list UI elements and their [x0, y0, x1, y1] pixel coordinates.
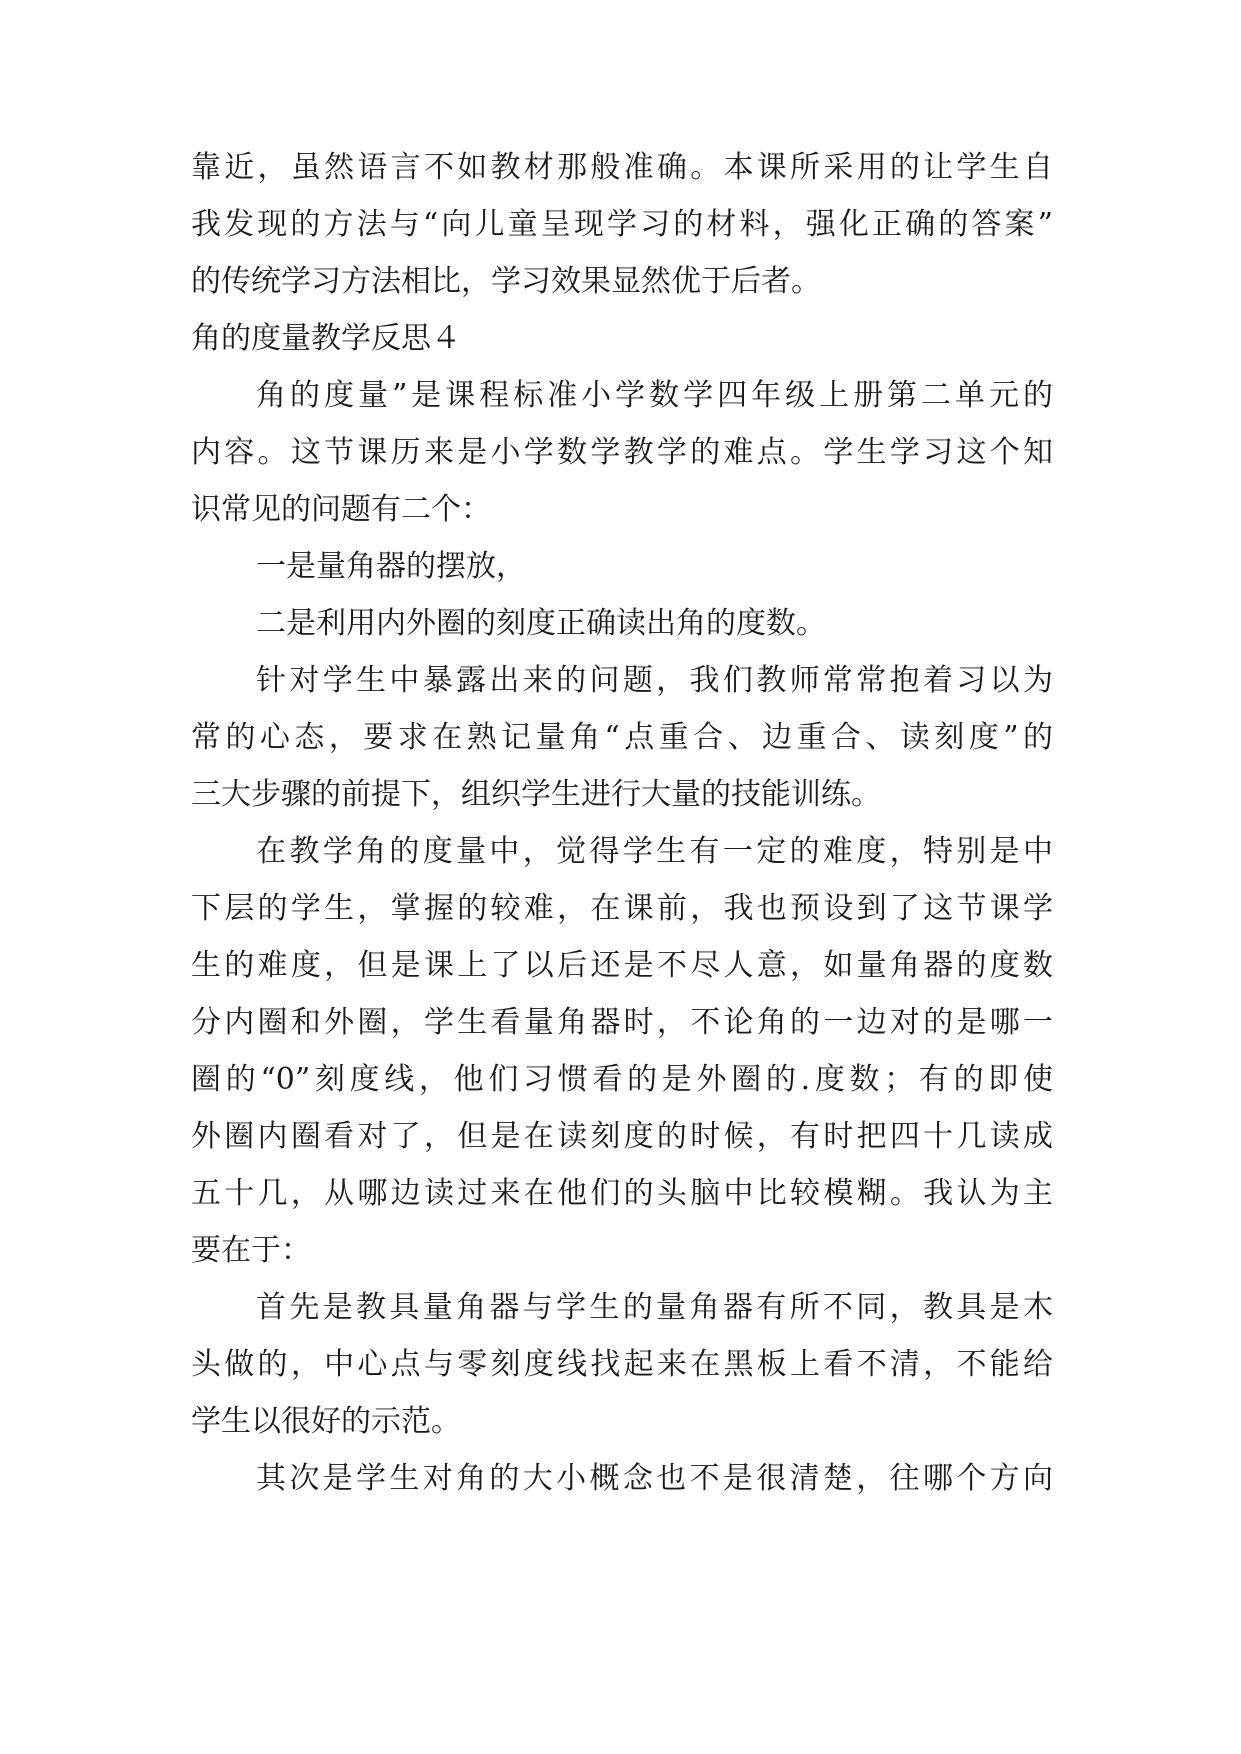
text-line: 一是量角器的摆放，: [256, 549, 526, 584]
text-line: 圈的“0”刻度线，他们习惯看的是外圈的.度数；有的即使: [191, 1062, 1053, 1097]
text-line: 二是利用内外圈的刻度正确读出角的度数。: [256, 606, 826, 641]
text-line: 角的度量”是课程标准小学数学四年级上册第二单元的: [256, 378, 1053, 413]
text-line: 要在于：: [191, 1233, 311, 1268]
text-line: 的传统学习方法相比，学习效果显然优于后者。: [191, 264, 821, 299]
text-line: 外圈内圈看对了，但是在读刻度的时候，有时把四十几读成: [191, 1119, 1053, 1154]
section-title: 角的度量教学反思４: [191, 321, 461, 356]
text-line: 常的心态，要求在熟记量角“点重合、边重合、读刻度”的: [191, 720, 1053, 755]
text-line: 三大步骤的前提下，组织学生进行大量的技能训练。: [191, 777, 881, 812]
text-line: 识常见的问题有二个：: [191, 492, 491, 527]
text-line: 头做的，中心点与零刻度线找起来在黑板上看不清，不能给: [191, 1347, 1053, 1382]
text-line: 下层的学生，掌握的较难，在课前，我也预设到了这节课学: [191, 891, 1053, 926]
text-line: 针对学生中暴露出来的问题，我们教师常常抱着习以为: [256, 663, 1053, 698]
text-line: 首先是教具量角器与学生的量角器有所不同，教具是木: [256, 1290, 1053, 1325]
text-line: 生的难度，但是课上了以后还是不尽人意，如量角器的度数: [191, 948, 1053, 983]
text-line: 五十几，从哪边读过来在他们的头脑中比较模糊。我认为主: [191, 1176, 1053, 1211]
text-line: 学生以很好的示范。: [191, 1404, 461, 1439]
text-line: 其次是学生对角的大小概念也不是很清楚，往哪个方向: [256, 1461, 1053, 1496]
text-line: 内容。这节课历来是小学数学教学的难点。学生学习这个知: [191, 435, 1053, 470]
text-line: 靠近，虽然语言不如教材那般准确。本课所采用的让学生自: [191, 150, 1053, 185]
text-line: 在教学角的度量中，觉得学生有一定的难度，特别是中: [256, 834, 1053, 869]
text-line: 分内圈和外圈，学生看量角器时，不论角的一边对的是哪一: [191, 1005, 1053, 1040]
text-line: 我发现的方法与“向儿童呈现学习的材料，强化正确的答案”: [191, 207, 1053, 242]
